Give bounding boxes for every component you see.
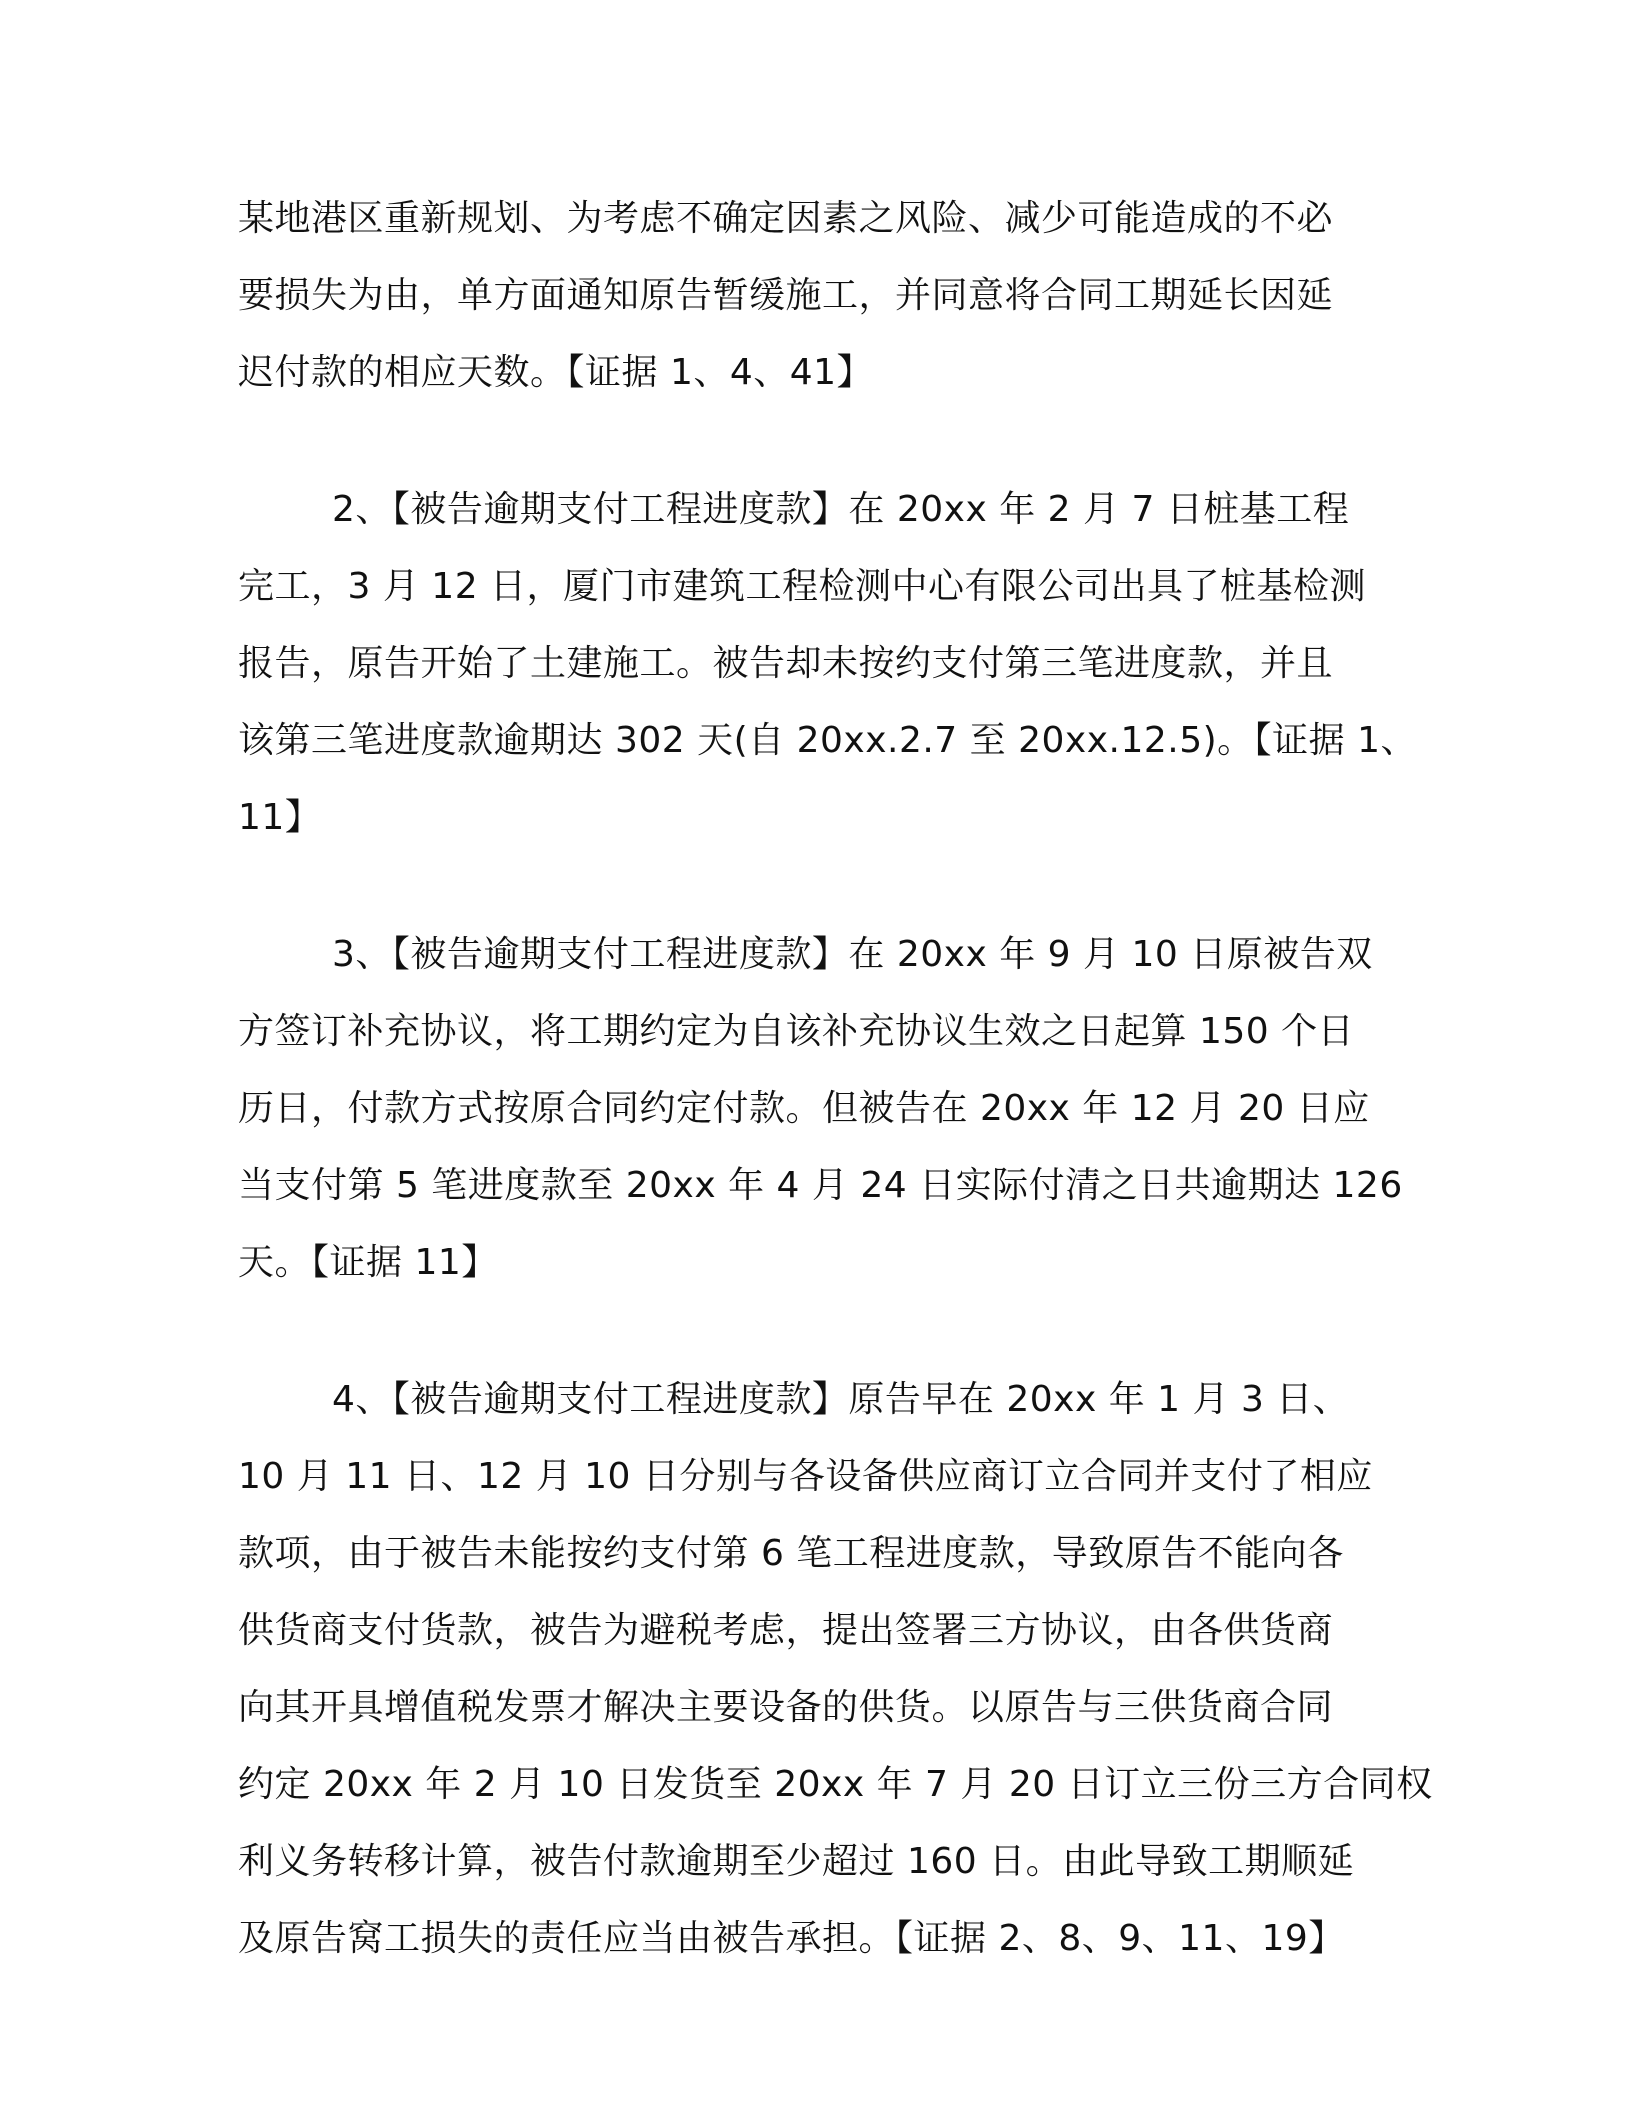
text-line: 4、【被告逾期支付工程进度款】原告早在 20xx 年 1 月 3 日、	[332, 1379, 1350, 1420]
document-body	[238, 180, 1433, 1977]
text-line: 当支付第 5 笔进度款至 20xx 年 4 月 24 日实际付清之日共逾期达 126	[238, 1165, 1403, 1206]
text-line: 款项，由于被告未能按约支付第 6 笔工程进度款，导致原告不能向各	[238, 1533, 1344, 1574]
paragraph-4	[238, 1361, 1433, 1977]
paragraph-1	[238, 180, 1388, 411]
text-line: 3、【被告逾期支付工程进度款】在 20xx 年 9 月 10 日原被告双	[332, 934, 1373, 975]
text-line: 要损失为由，单方面通知原告暂缓施工，并同意将合同工期延长因延	[238, 275, 1334, 316]
text-line: 向其开具增值税发票才解决主要设备的供货。以原告与三供货商合同	[238, 1687, 1334, 1728]
text-line: 完工，3 月 12 日，厦门市建筑工程检测中心有限公司出具了桩基检测	[238, 566, 1367, 607]
paragraph-2	[238, 471, 1417, 856]
text-line: 历日，付款方式按原合同约定付款。但被告在 20xx 年 12 月 20 日应	[238, 1088, 1370, 1129]
paragraph-spacer	[238, 856, 1388, 916]
text-line: 利义务转移计算，被告付款逾期至少超过 160 日。由此导致工期顺延	[238, 1841, 1355, 1882]
text-line: 某地港区重新规划、为考虑不确定因素之风险、减少可能造成的不必	[238, 198, 1334, 239]
text-line: 2、【被告逾期支付工程进度款】在 20xx 年 2 月 7 日桩基工程	[332, 489, 1350, 530]
text-line: 10 月 11 日、12 月 10 日分别与各设备供应商订立合同并支付了相应	[238, 1456, 1373, 1497]
text-line: 天。【证据 11】	[238, 1242, 498, 1283]
text-line: 该第三笔进度款逾期达 302 天(自 20xx.2.7 至 20xx.12.5)。【证据 1、	[238, 720, 1417, 761]
text-line: 迟付款的相应天数。【证据 1、4、41】	[238, 352, 874, 393]
text-line: 方签订补充协议，将工期约定为自该补充协议生效之日起算 150 个日	[238, 1011, 1355, 1052]
text-line: 及原告窝工损失的责任应当由被告承担。【证据 2、8、9、11、19】	[238, 1918, 1345, 1959]
text-line: 11】	[238, 797, 322, 838]
paragraph-3	[238, 916, 1403, 1301]
text-line: 供货商支付货款，被告为避税考虑，提出签署三方协议，由各供货商	[238, 1610, 1334, 1651]
paragraph-spacer	[238, 1301, 1388, 1361]
text-line: 约定 20xx 年 2 月 10 日发货至 20xx 年 7 月 20 日订立三份三方合同权	[238, 1764, 1433, 1805]
text-line: 报告，原告开始了土建施工。被告却未按约支付第三笔进度款，并且	[238, 643, 1334, 684]
paragraph-spacer	[238, 411, 1388, 471]
